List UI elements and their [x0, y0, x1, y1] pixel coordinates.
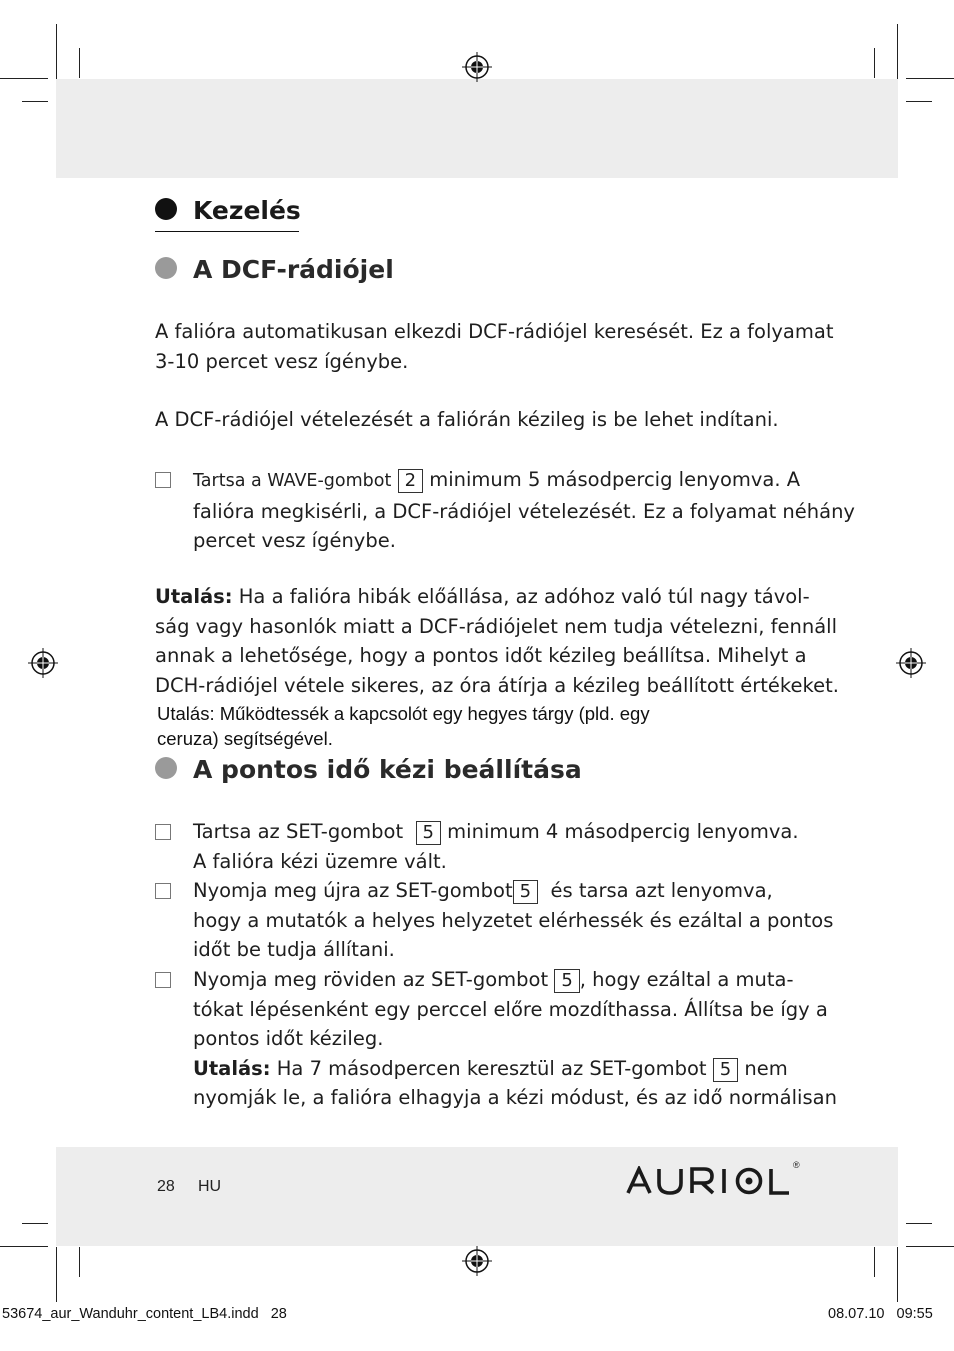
registration-mark-icon [896, 648, 926, 678]
button-ref-badge: 5 [554, 969, 579, 993]
button-ref-badge: 5 [513, 880, 538, 904]
heading-manual-time: A pontos idő kézi beállítása [155, 755, 582, 784]
language-code: HU [198, 1178, 222, 1195]
checkbox-square-icon [155, 883, 171, 899]
registration-mark-icon [28, 648, 58, 678]
header-band [56, 79, 898, 178]
bullet-dot-icon [155, 757, 177, 779]
registration-mark-icon [462, 1246, 492, 1276]
brand-logo [626, 1160, 800, 1200]
heading-underline [155, 231, 299, 232]
checkbox-square-icon [155, 472, 171, 488]
dcf-note: Utalás: Ha a falióra hibák előállása, az adóhoz való túl nagy távol- ság vagy hasonlók miatt a DCF-rádiójelet nem tudja vételezni, fennáll annak a lehetősége, hogy a pontos időt kézileg beállítsa. Mihelyt a DCH-rádiójel vétele sikeres, az óra átírja a kézileg beállított értékeket. [155, 585, 839, 697]
checkbox-square-icon [155, 824, 171, 840]
heading-kezeles: Kezelés [155, 196, 301, 225]
button-ref-badge: 5 [416, 821, 441, 845]
page-number: 28 [157, 1178, 175, 1195]
registration-mark-icon [462, 52, 492, 82]
dcf-para1: A falióra automatikusan elkezdi DCF-rádiójel keresését. Ez a folyamat 3-10 percet vesz ígénybe. [155, 320, 834, 373]
dcf-para2: A DCF-rádiójel vételezését a faliórán kézileg is be lehet indítani. [155, 408, 779, 431]
bullet-dot-icon [155, 198, 177, 220]
registered-mark: ® [793, 1160, 800, 1170]
checkbox-square-icon [155, 972, 171, 988]
slug-filename: 53674_aur_Wanduhr_content_LB4.indd 28 [2, 1306, 287, 1322]
heading-dcf: A DCF-rádiójel [155, 255, 394, 284]
overlay-note: Utalás: Működtessék a kapcsolót egy hegyes tárgy (pld. egy ceruza) segítségével. [157, 703, 650, 749]
slug-datetime: 08.07.10 09:55 [828, 1306, 933, 1322]
bullet-dot-icon [155, 257, 177, 279]
button-ref-badge: 5 [713, 1058, 738, 1082]
button-ref-badge: 2 [398, 469, 423, 493]
auriol-logo-icon [626, 1166, 800, 1196]
